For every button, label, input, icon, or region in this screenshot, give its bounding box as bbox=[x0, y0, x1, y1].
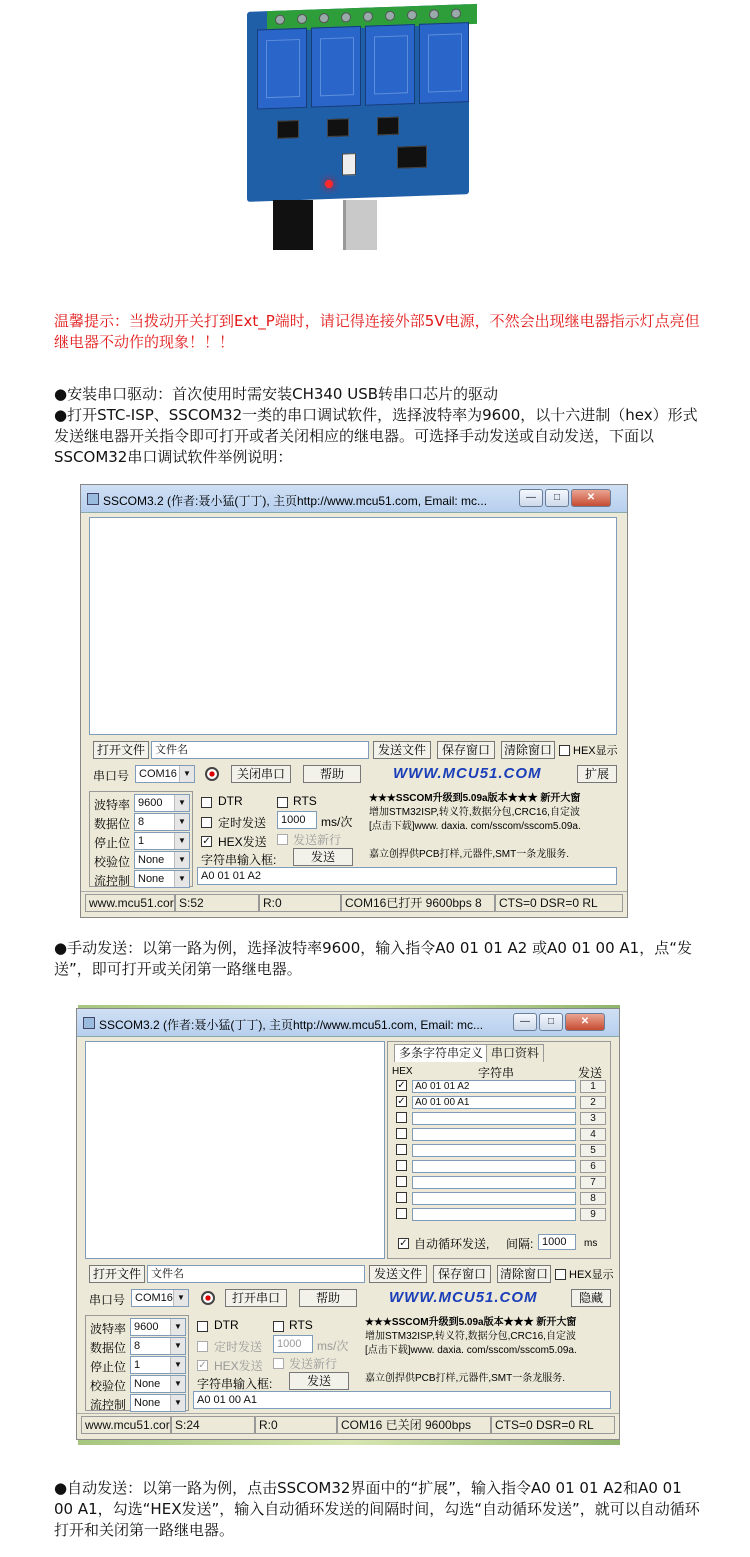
send-newline-checkbox[interactable] bbox=[273, 1358, 284, 1369]
ad-line-2[interactable]: 增加STM32ISP,转义符,数据分包,CRC16,自定波 bbox=[365, 1331, 576, 1342]
serial-settings-panel bbox=[89, 791, 193, 887]
usb-cable bbox=[343, 200, 377, 250]
hex-display-label: HEX显示 bbox=[573, 745, 618, 757]
baud-label: 波特率 bbox=[94, 798, 131, 812]
status-received: R:0 bbox=[259, 894, 341, 912]
relay-2 bbox=[311, 26, 361, 108]
relay-3 bbox=[365, 24, 415, 106]
rts-checkbox[interactable] bbox=[277, 797, 288, 808]
file-name-field[interactable]: 文件名 bbox=[151, 741, 369, 759]
dtr-checkbox[interactable] bbox=[197, 1321, 208, 1332]
open-file-button[interactable]: 打开文件 bbox=[89, 1265, 145, 1283]
save-window-button[interactable]: 保存窗口 bbox=[433, 1265, 491, 1283]
flow-control-label: 流控制 bbox=[90, 1398, 127, 1412]
row-hex-checkbox[interactable] bbox=[396, 1160, 407, 1171]
power-led bbox=[325, 180, 333, 188]
relay-4 bbox=[419, 22, 469, 104]
status-site: www.mcu51.cor bbox=[85, 894, 175, 912]
row-send-button[interactable]: 9 bbox=[580, 1208, 606, 1221]
sscom-window-2 bbox=[76, 1008, 620, 1440]
hide-button[interactable]: 隐藏 bbox=[571, 1289, 611, 1307]
port-toggle-button[interactable]: 关闭串口 bbox=[231, 765, 291, 783]
tab-port-info[interactable]: 串口资料 bbox=[486, 1044, 544, 1062]
string-input[interactable]: A0 01 00 A1 bbox=[193, 1391, 611, 1409]
title-bar bbox=[77, 1009, 619, 1037]
row-hex-checkbox[interactable]: ✓ bbox=[397, 1096, 406, 1107]
data-bits-select[interactable]: 8 ▼ bbox=[130, 1337, 186, 1355]
gap-label: 间隔: bbox=[506, 1237, 534, 1251]
ad-line-4[interactable]: 嘉立创捍供PCB打样,元器件,SMT一条龙服务. bbox=[365, 1373, 566, 1384]
port-status-icon bbox=[201, 1291, 215, 1305]
row-hex-checkbox[interactable]: ✓ bbox=[397, 1080, 406, 1091]
row-send-button[interactable]: 6 bbox=[580, 1160, 606, 1173]
port-toggle-button[interactable]: 打开串口 bbox=[225, 1289, 287, 1307]
col-string-header: 字符串 bbox=[478, 1066, 515, 1080]
step-manual-send: ●手动发送：以第一路为例，选择波特率9600，输入指令A0 01 01 A2 或A0 01 00 A1，点“发送”，即可打开或关闭第一路继电器。 bbox=[54, 939, 692, 978]
row-string-input[interactable] bbox=[412, 1128, 576, 1141]
sscom-window-1 bbox=[80, 484, 628, 918]
row-hex-checkbox[interactable] bbox=[396, 1144, 407, 1155]
row-send-button[interactable]: 5 bbox=[580, 1144, 606, 1157]
input-box-label: 字符串输入框: bbox=[201, 853, 277, 867]
step-install-driver: ●安装串口驱动：首次使用时需安装CH340 USB转串口芯片的驱动 bbox=[54, 385, 499, 403]
status-port: COM16已打开 9600bps 8 bbox=[341, 894, 495, 912]
app-icon bbox=[83, 1017, 95, 1029]
timed-send-label: 定时发送 bbox=[218, 816, 267, 830]
minimize-button[interactable]: — bbox=[513, 1013, 537, 1031]
help-button[interactable]: 帮助 bbox=[303, 765, 361, 783]
interval-input[interactable]: 1000 bbox=[273, 1335, 313, 1353]
interval-unit: ms/次 bbox=[317, 1339, 349, 1353]
port-status-icon bbox=[205, 767, 219, 781]
baud-label: 波特率 bbox=[90, 1322, 127, 1336]
row-hex-checkbox[interactable] bbox=[396, 1208, 407, 1219]
warning-notice: 温馨提示：当拨动开关打到Ext_P端时，请记得连接外部5V电源，不然会出现继电器指示灯点亮但继电器不动作的现象！！！ bbox=[54, 312, 700, 351]
row-send-button[interactable]: 3 bbox=[580, 1112, 606, 1125]
stop-bits-select[interactable]: 1 ▼ bbox=[134, 832, 190, 850]
clear-window-button[interactable]: 清除窗口 bbox=[497, 1265, 551, 1283]
data-bits-select[interactable]: 8 ▼ bbox=[134, 813, 190, 831]
timed-send-checkbox[interactable] bbox=[201, 817, 212, 828]
app-icon bbox=[87, 493, 99, 505]
step-auto-send: ●自动发送：以第一路为例，点击SSCOM32界面中的“扩展”，输入指令A0 01 01 A2和A0 01 00 A1，勾选“HEX发送”，输入自动循环发送的间隔时间，勾选“自动循环发送”，就可以自动循环打开和关闭第一路继电器。 bbox=[54, 1479, 700, 1539]
gap-input[interactable]: 1000 bbox=[538, 1234, 576, 1250]
mcu51-logo: WWW.MCU51.COM bbox=[389, 1289, 538, 1306]
timed-send-label: 定时发送 bbox=[214, 1340, 263, 1354]
col-send-header: 发送 bbox=[578, 1066, 603, 1080]
data-bits-label: 数据位 bbox=[90, 1341, 127, 1355]
status-lines: CTS=0 DSR=0 RL bbox=[495, 894, 623, 912]
ad-line-2[interactable]: 增加STM32ISP,转义符,数据分包,CRC16,自定波 bbox=[369, 807, 580, 818]
input-box-label: 字符串输入框: bbox=[197, 1377, 273, 1391]
close-button[interactable]: ✕ bbox=[565, 1013, 605, 1031]
row-string-input[interactable] bbox=[412, 1192, 576, 1205]
row-send-button[interactable]: 4 bbox=[580, 1128, 606, 1141]
port-label: 串口号 bbox=[93, 769, 130, 783]
hex-send-label: HEX发送 bbox=[214, 1359, 263, 1373]
maximize-button[interactable]: □ bbox=[545, 489, 569, 507]
minimize-button[interactable]: — bbox=[519, 489, 543, 507]
save-window-button[interactable]: 保存窗口 bbox=[437, 741, 495, 759]
open-file-button[interactable]: 打开文件 bbox=[93, 741, 149, 759]
baud-select[interactable]: 9600 ▼ bbox=[134, 794, 190, 812]
hex-display-checkbox[interactable] bbox=[559, 745, 570, 756]
send-file-button[interactable]: 发送文件 bbox=[369, 1265, 427, 1283]
send-newline-checkbox[interactable] bbox=[277, 834, 288, 845]
auto-loop-checkbox[interactable]: ✓ bbox=[399, 1238, 408, 1249]
send-button[interactable]: 发送 bbox=[289, 1372, 349, 1390]
port-select[interactable]: COM16 ▼ bbox=[135, 765, 195, 783]
status-port: COM16 已关闭 9600bps bbox=[337, 1416, 491, 1434]
serial-settings-panel bbox=[85, 1315, 189, 1411]
gap-unit: ms bbox=[584, 1238, 598, 1249]
parity-select[interactable]: None ▼ bbox=[130, 1375, 186, 1393]
title-bar bbox=[81, 485, 627, 513]
ad-line-1[interactable]: ★★★SSCOM升级到5.09a版本★★★ 新开大窗 bbox=[369, 793, 581, 804]
maximize-button[interactable]: □ bbox=[539, 1013, 563, 1031]
stop-bits-label: 停止位 bbox=[94, 836, 131, 850]
row-hex-checkbox[interactable] bbox=[396, 1176, 407, 1187]
file-name-field[interactable]: 文件名 bbox=[147, 1265, 365, 1283]
parity-label: 校验位 bbox=[90, 1379, 127, 1393]
status-received: R:0 bbox=[255, 1416, 337, 1434]
send-file-button[interactable]: 发送文件 bbox=[373, 741, 431, 759]
ad-line-4[interactable]: 嘉立创捍供PCB打样,元器件,SMT一条龙服务. bbox=[369, 849, 570, 860]
row-hex-checkbox[interactable] bbox=[396, 1192, 407, 1203]
hex-send-checkbox[interactable]: ✓ bbox=[202, 836, 211, 847]
parity-label: 校验位 bbox=[94, 855, 131, 869]
flow-control-label: 流控制 bbox=[94, 874, 131, 888]
interval-input[interactable]: 1000 bbox=[277, 811, 317, 829]
col-hex-header: HEX bbox=[392, 1066, 413, 1077]
auto-loop-label: 自动循环发送, bbox=[414, 1237, 490, 1251]
row-string-input[interactable] bbox=[412, 1112, 576, 1125]
relay-1 bbox=[257, 28, 307, 110]
rts-label: RTS bbox=[289, 1318, 313, 1332]
hex-display-checkbox[interactable] bbox=[555, 1269, 566, 1280]
clear-window-button[interactable]: 清除窗口 bbox=[501, 741, 555, 759]
row-string-input[interactable] bbox=[412, 1160, 576, 1173]
dtr-label: DTR bbox=[214, 1318, 239, 1332]
close-button[interactable]: ✕ bbox=[571, 489, 611, 507]
port-select[interactable]: COM16 ▼ bbox=[131, 1289, 189, 1307]
row-string-input[interactable]: A0 01 01 A2 bbox=[412, 1080, 576, 1093]
row-string-input[interactable] bbox=[412, 1208, 576, 1221]
multi-string-panel bbox=[387, 1041, 611, 1259]
status-sent: S:52 bbox=[175, 894, 259, 912]
row-send-button[interactable]: 8 bbox=[580, 1192, 606, 1205]
relay-board bbox=[247, 4, 469, 202]
interval-unit: ms/次 bbox=[321, 815, 353, 829]
send-button[interactable]: 发送 bbox=[293, 848, 353, 866]
hex-display-label: HEX显示 bbox=[569, 1269, 614, 1281]
expand-button[interactable]: 扩展 bbox=[577, 765, 617, 783]
flow-control-select[interactable]: None ▼ bbox=[134, 870, 190, 888]
receive-area[interactable] bbox=[89, 517, 617, 735]
string-input[interactable]: A0 01 01 A2 bbox=[197, 867, 617, 885]
ad-line-1[interactable]: ★★★SSCOM升级到5.09a版本★★★ 新开大窗 bbox=[365, 1317, 577, 1328]
help-button[interactable]: 帮助 bbox=[299, 1289, 357, 1307]
row-send-button[interactable]: 1 bbox=[580, 1080, 606, 1093]
receive-area[interactable] bbox=[85, 1041, 385, 1259]
status-bar bbox=[81, 891, 627, 913]
relay-board-photo bbox=[235, 0, 480, 250]
send-newline-label: 发送新行 bbox=[289, 1357, 338, 1371]
flow-control-select[interactable]: None ▼ bbox=[130, 1394, 186, 1412]
status-sent: S:24 bbox=[171, 1416, 255, 1434]
dtr-checkbox[interactable] bbox=[201, 797, 212, 808]
row-hex-checkbox[interactable] bbox=[396, 1128, 407, 1139]
port-label: 串口号 bbox=[89, 1293, 126, 1307]
tab-multi-string[interactable]: 多条字符串定义 bbox=[394, 1044, 488, 1062]
window-title: SSCOM3.2 (作者:聂小猛(丁丁), 主页http://www.mcu51.com, Email: mc... bbox=[103, 494, 488, 508]
step-open-software: ●打开STC-ISP、SSCOM32一类的串口调试软件，选择波特率为9600，以十六进制（hex）形式发送继电器开关指令即可打开或者关闭相应的继电器。可选择手动发送或自动发送，下面以SSCOM32串口调试软件举例说明： bbox=[54, 406, 698, 466]
hex-send-label: HEX发送 bbox=[218, 835, 267, 849]
window-title: SSCOM3.2 (作者:聂小猛(丁丁), 主页http://www.mcu51.com, Email: mc... bbox=[99, 1018, 484, 1032]
row-send-button[interactable]: 7 bbox=[580, 1176, 606, 1189]
dtr-label: DTR bbox=[218, 794, 243, 808]
timed-send-checkbox[interactable] bbox=[197, 1341, 208, 1352]
stop-bits-select[interactable]: 1 ▼ bbox=[130, 1356, 186, 1374]
row-string-input[interactable] bbox=[412, 1176, 576, 1189]
ad-line-3[interactable]: [点击下载]www. daxia. com/sscom/sscom5.09a. bbox=[369, 821, 581, 832]
data-bits-label: 数据位 bbox=[94, 817, 131, 831]
stop-bits-label: 停止位 bbox=[90, 1360, 127, 1374]
parity-select[interactable]: None ▼ bbox=[134, 851, 190, 869]
hex-send-checkbox[interactable]: ✓ bbox=[198, 1360, 207, 1371]
row-string-input[interactable] bbox=[412, 1144, 576, 1157]
status-lines: CTS=0 DSR=0 RL bbox=[491, 1416, 615, 1434]
row-string-input[interactable]: A0 01 00 A1 bbox=[412, 1096, 576, 1109]
row-send-button[interactable]: 2 bbox=[580, 1096, 606, 1109]
row-hex-checkbox[interactable] bbox=[396, 1112, 407, 1123]
mcu51-logo: WWW.MCU51.COM bbox=[393, 765, 542, 782]
ad-line-3[interactable]: [点击下载]www. daxia. com/sscom/sscom5.09a. bbox=[365, 1345, 577, 1356]
send-newline-label: 发送新行 bbox=[293, 833, 342, 847]
power-cable bbox=[273, 200, 313, 250]
status-site: www.mcu51.cor bbox=[81, 1416, 171, 1434]
rts-label: RTS bbox=[293, 794, 317, 808]
rts-checkbox[interactable] bbox=[273, 1321, 284, 1332]
status-bar bbox=[77, 1413, 619, 1435]
baud-select[interactable]: 9600 ▼ bbox=[130, 1318, 186, 1336]
